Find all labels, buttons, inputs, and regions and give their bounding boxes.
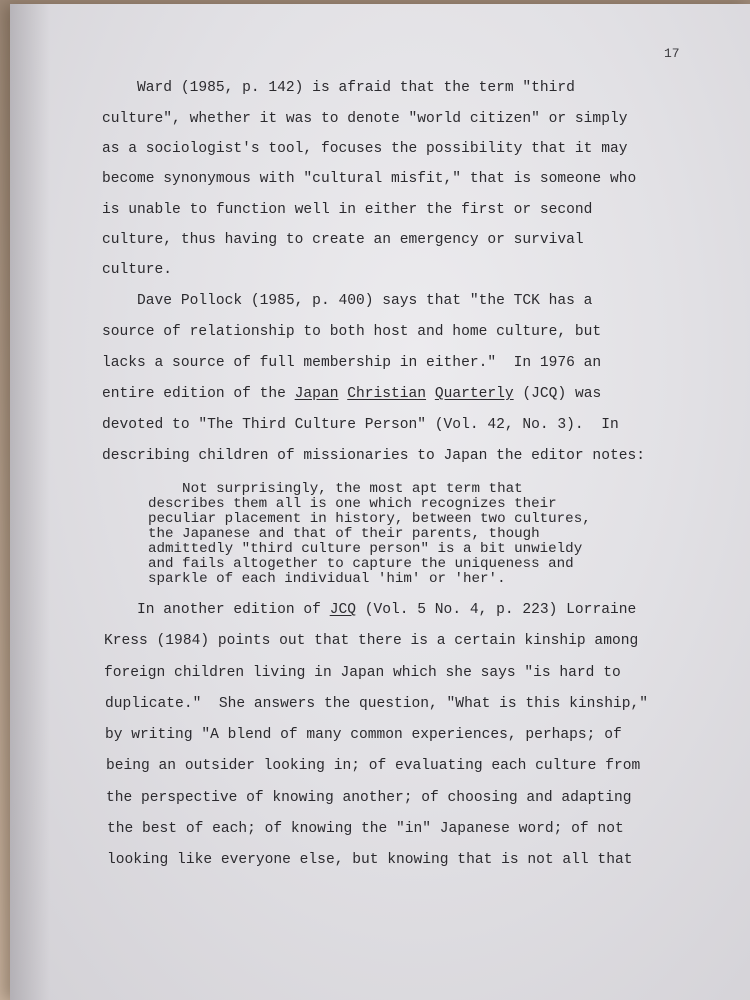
quote-line: peculiar placement in history, between two cultures, <box>148 511 591 527</box>
journal-title-word: Japan <box>294 386 339 402</box>
journal-title-word: Christian <box>347 386 427 402</box>
journal-abbrev: JCQ <box>329 602 356 618</box>
text-line: describing children of missionaries to Japan the editor notes: <box>102 448 645 464</box>
text-line: Ward (1985, p. 142) is afraid that the term "third <box>102 80 575 96</box>
quote-line: sparkle of each individual 'him' or 'her'. <box>148 571 506 587</box>
quote-line: Not surprisingly, the most apt term that <box>148 481 523 497</box>
text-line: Kress (1984) points out that there is a certain kinship among <box>104 633 639 649</box>
text-line: lacks a source of full membership in either." In 1976 an <box>102 355 602 371</box>
quote-line: the Japanese and that of their parents, though <box>148 526 540 542</box>
page-number: 17 <box>664 46 680 61</box>
text-line: culture. <box>102 262 173 278</box>
text-line-journal <box>102 386 601 402</box>
text-line: culture, thus having to create an emergency or survival <box>102 232 584 248</box>
text-line: source of relationship to both host and home culture, but <box>102 324 602 340</box>
quote-line: describes them all is one which recognizes their <box>148 496 557 512</box>
text-span: (JCQ) was <box>513 386 602 402</box>
text-line: the best of each; of knowing the "in" Japanese word; of not <box>107 821 624 837</box>
text-line: culture", whether it was to denote "world citizen" or simply <box>102 111 628 127</box>
text-line: duplicate." She answers the question, "What is this kinship," <box>105 696 648 712</box>
text-line: the perspective of knowing another; of choosing and adapting <box>106 790 632 806</box>
journal-title-word: Quarterly <box>434 386 514 402</box>
text-line: become synonymous with "cultural misfit," that is someone who <box>102 171 637 187</box>
text-span: entire edition of the <box>102 386 295 402</box>
quote-line: admittedly "third culture person" is a bit unwieldy <box>148 541 583 557</box>
text-line: being an outsider looking in; of evaluating each culture from <box>106 758 641 774</box>
quote-line: and fails altogether to capture the uniqueness and <box>148 556 574 572</box>
text-line: is unable to function well in either the first or second <box>102 202 593 218</box>
text-line: looking like everyone else, but knowing that is not all that <box>107 852 633 868</box>
text-span: In another edition of <box>102 602 330 618</box>
text-line: devoted to "The Third Culture Person" (Vol. 42, No. 3). In <box>102 417 619 433</box>
text-line: by writing "A blend of many common experiences, perhaps; of <box>105 727 622 743</box>
text-line: as a sociologist's tool, focuses the possibility that it may <box>102 141 628 157</box>
document-page <box>10 4 750 1000</box>
text-line: Dave Pollock (1985, p. 400) says that "the TCK has a <box>102 293 593 309</box>
text-line-journal <box>102 602 636 618</box>
text-span: (Vol. 5 No. 4, p. 223) Lorraine <box>355 602 637 618</box>
text-line: foreign children living in Japan which she says "is hard to <box>104 665 621 681</box>
